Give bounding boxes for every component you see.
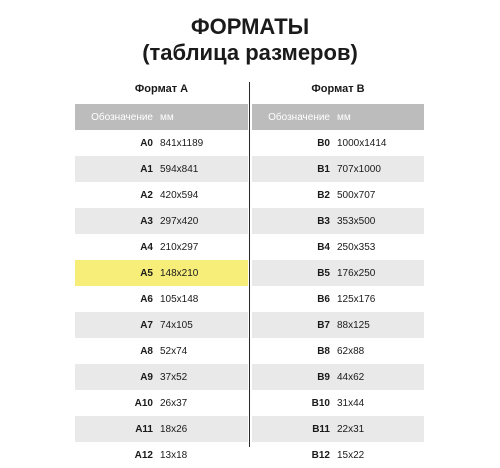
format-size-mm: 31x44 — [337, 397, 365, 409]
format-size-mm: 841x1189 — [160, 137, 204, 149]
table-row — [252, 130, 424, 156]
page-subtitle: (таблица размеров) — [142, 40, 358, 65]
table-row — [252, 286, 424, 312]
format-size-mm: 88x125 — [337, 319, 370, 331]
table-row — [252, 234, 424, 260]
format-code: B5 — [317, 267, 330, 279]
table-row — [252, 338, 424, 364]
format-size-mm: 420x594 — [160, 189, 199, 201]
format-code: B4 — [317, 241, 330, 253]
format-a-title: Формат А — [134, 83, 189, 95]
format-code: B10 — [311, 397, 330, 409]
format-code: A0 — [140, 137, 153, 149]
table-row — [75, 130, 248, 156]
format-code: A5 — [140, 267, 153, 279]
format-code: A10 — [134, 397, 153, 409]
table-row — [252, 364, 424, 390]
format-code: B8 — [317, 345, 330, 357]
table-row — [75, 442, 248, 468]
table-row — [75, 260, 248, 286]
format-size-mm: 44x62 — [337, 371, 365, 383]
format-size-mm: 1000x1414 — [337, 137, 387, 149]
table-row — [252, 416, 424, 442]
format-a-header-designation: Обозначение — [91, 111, 153, 123]
format-code: B1 — [317, 163, 330, 175]
table-row — [252, 442, 424, 468]
table-row — [75, 312, 248, 338]
format-b-title: Формат В — [311, 83, 365, 95]
format-code: A12 — [134, 449, 153, 461]
format-code: B6 — [317, 293, 330, 305]
format-size-mm: 74x105 — [160, 319, 193, 331]
format-code: B3 — [317, 215, 330, 227]
format-size-mm: 148x210 — [160, 267, 199, 279]
format-code: B7 — [317, 319, 330, 331]
format-code: B9 — [317, 371, 330, 383]
format-b-rows — [252, 130, 424, 468]
format-size-mm: 210x297 — [160, 241, 199, 253]
format-code: A8 — [140, 345, 153, 357]
format-size-mm: 297x420 — [160, 215, 199, 227]
format-size-mm: 22x31 — [337, 423, 365, 435]
format-code: B12 — [311, 449, 330, 461]
table-row — [252, 260, 424, 286]
format-size-mm: 52x74 — [160, 345, 188, 357]
format-code: A2 — [140, 189, 153, 201]
format-code: B2 — [317, 189, 330, 201]
format-size-mm: 62x88 — [337, 345, 365, 357]
format-size-mm: 15x22 — [337, 449, 365, 461]
table-row — [75, 156, 248, 182]
format-b-header-designation: Обозначение — [268, 111, 330, 123]
format-size-mm: 37x52 — [160, 371, 188, 383]
table-row — [252, 208, 424, 234]
format-a-header-mm: мм — [160, 111, 174, 123]
format-size-mm: 125x176 — [337, 293, 376, 305]
table-row — [75, 182, 248, 208]
table-row — [252, 156, 424, 182]
format-size-mm: 250x353 — [337, 241, 376, 253]
format-size-mm: 13x18 — [160, 449, 188, 461]
format-a-rows — [75, 130, 248, 468]
format-a-table — [75, 78, 248, 468]
format-size-mm: 176x250 — [337, 267, 376, 279]
table-row — [252, 312, 424, 338]
table-row — [75, 390, 248, 416]
format-size-mm: 105x148 — [160, 293, 199, 305]
format-code: B0 — [317, 137, 330, 149]
table-row — [75, 416, 248, 442]
format-size-mm: 707x1000 — [337, 163, 381, 175]
format-code: A4 — [140, 241, 153, 253]
format-code: A9 — [140, 371, 153, 383]
format-b-table — [252, 78, 424, 468]
format-a-header-row — [75, 104, 248, 130]
format-code: A1 — [140, 163, 153, 175]
format-code: B11 — [312, 423, 330, 435]
format-b-header-row — [252, 104, 424, 130]
format-size-mm: 500x707 — [337, 189, 376, 201]
table-row — [75, 234, 248, 260]
format-code: A6 — [140, 293, 153, 305]
table-row — [75, 338, 248, 364]
center-divider — [249, 82, 250, 447]
table-row — [75, 286, 248, 312]
format-size-mm: 594x841 — [160, 163, 199, 175]
table-row — [75, 208, 248, 234]
table-row — [252, 182, 424, 208]
format-b-header-mm: мм — [337, 111, 351, 123]
page-title: ФОРМАТЫ — [190, 14, 310, 39]
format-code: A11 — [135, 423, 153, 435]
format-size-mm: 26x37 — [160, 397, 188, 409]
format-size-mm: 18x26 — [160, 423, 188, 435]
table-row — [252, 390, 424, 416]
format-code: A3 — [140, 215, 153, 227]
table-row — [75, 364, 248, 390]
format-code: A7 — [140, 319, 153, 331]
format-size-mm: 353x500 — [337, 215, 376, 227]
